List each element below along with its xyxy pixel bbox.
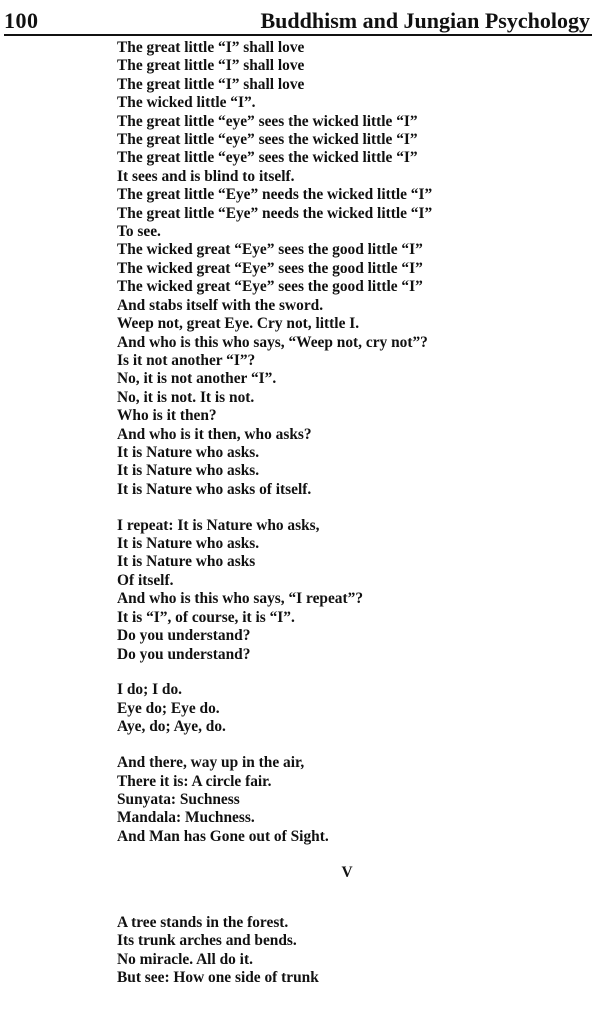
poem-line: Sunyata: Suchness [117, 790, 240, 808]
poem-line: And stabs itself with the sword. [117, 296, 324, 314]
poem-line: It sees and is blind to itself. [117, 167, 295, 185]
poem-line: And who is it then, who asks? [117, 425, 312, 443]
page-number: 100 [4, 8, 39, 33]
poem-line: The great little “I” shall love [117, 39, 305, 56]
poem-line: And there, way up in the air, [117, 754, 305, 772]
poem-line: The wicked great “Eye” sees the good little “I” [117, 241, 423, 259]
poem-line: The great little “eye” sees the wicked little “I” [117, 112, 418, 130]
section-numeral: V [341, 863, 353, 881]
poem-text [117, 39, 587, 1005]
poem-line: Is it not another “I”? [117, 351, 256, 369]
poem-line: Its trunk arches and bends. [117, 932, 297, 950]
poem-line: It is Nature who asks. [117, 443, 260, 461]
poem-line: I do; I do. [117, 681, 183, 699]
stanza [117, 754, 587, 846]
poem-line: The great little “Eye” needs the wicked little “I” [117, 186, 433, 204]
page-header [4, 4, 592, 36]
stanza [117, 39, 587, 499]
poem-line: Do you understand? [117, 645, 251, 663]
poem-line: No miracle. All do it. [117, 950, 253, 968]
poem-line: And who is this who says, “Weep not, cry not”? [117, 333, 428, 351]
stanza [117, 517, 587, 664]
poem-line: The great little “eye” sees the wicked little “I” [117, 149, 418, 167]
poem-line: But see: How one side of trunk [117, 969, 319, 987]
poem-line: And Man has Gone out of Sight. [117, 827, 329, 845]
poem-line: It is Nature who asks of itself. [117, 480, 312, 498]
poem-line: The wicked great “Eye” sees the good little “I” [117, 278, 423, 296]
poem-line: A tree stands in the forest. [117, 914, 289, 932]
poem-line: Of itself. [117, 571, 174, 589]
stanzas [117, 39, 587, 846]
poem-line: The great little “I” shall love [117, 75, 305, 93]
stanza [117, 914, 587, 988]
poem-line: The wicked little “I”. [117, 94, 256, 112]
poem-line: The great little “eye” sees the wicked little “I” [117, 131, 418, 149]
poem-line: No, it is not. It is not. [117, 388, 255, 406]
poem-line: It is Nature who asks [117, 553, 256, 571]
poem-line: To see. [117, 223, 161, 241]
poem-line: The wicked great “Eye” sees the good little “I” [117, 259, 423, 277]
poem-line: Eye do; Eye do. [117, 699, 220, 717]
running-title: Buddhism and Jungian Psychology [260, 8, 590, 33]
stanza [117, 681, 587, 736]
poem-line: The great little “I” shall love [117, 57, 305, 75]
poem-line: There it is: A circle fair. [117, 772, 272, 790]
poem-line: It is “I”, of course, it is “I”. [117, 608, 295, 626]
poem-line: Mandala: Muchness. [117, 809, 255, 827]
poem-line: It is Nature who asks. [117, 535, 260, 553]
poem-line: The great little “Eye” needs the wicked little “I” [117, 204, 433, 222]
poem-line: No, it is not another “I”. [117, 370, 277, 388]
poem-line: It is Nature who asks. [117, 462, 260, 480]
poem-line: Aye, do; Aye, do. [117, 718, 226, 736]
poem-line: I repeat: It is Nature who asks, [117, 516, 320, 534]
poem-line: Weep not, great Eye. Cry not, little I. [117, 315, 360, 333]
poem-line: Who is it then? [117, 407, 217, 425]
poem-line: And who is this who says, “I repeat”? [117, 590, 364, 608]
poem-line: Do you understand? [117, 627, 251, 645]
